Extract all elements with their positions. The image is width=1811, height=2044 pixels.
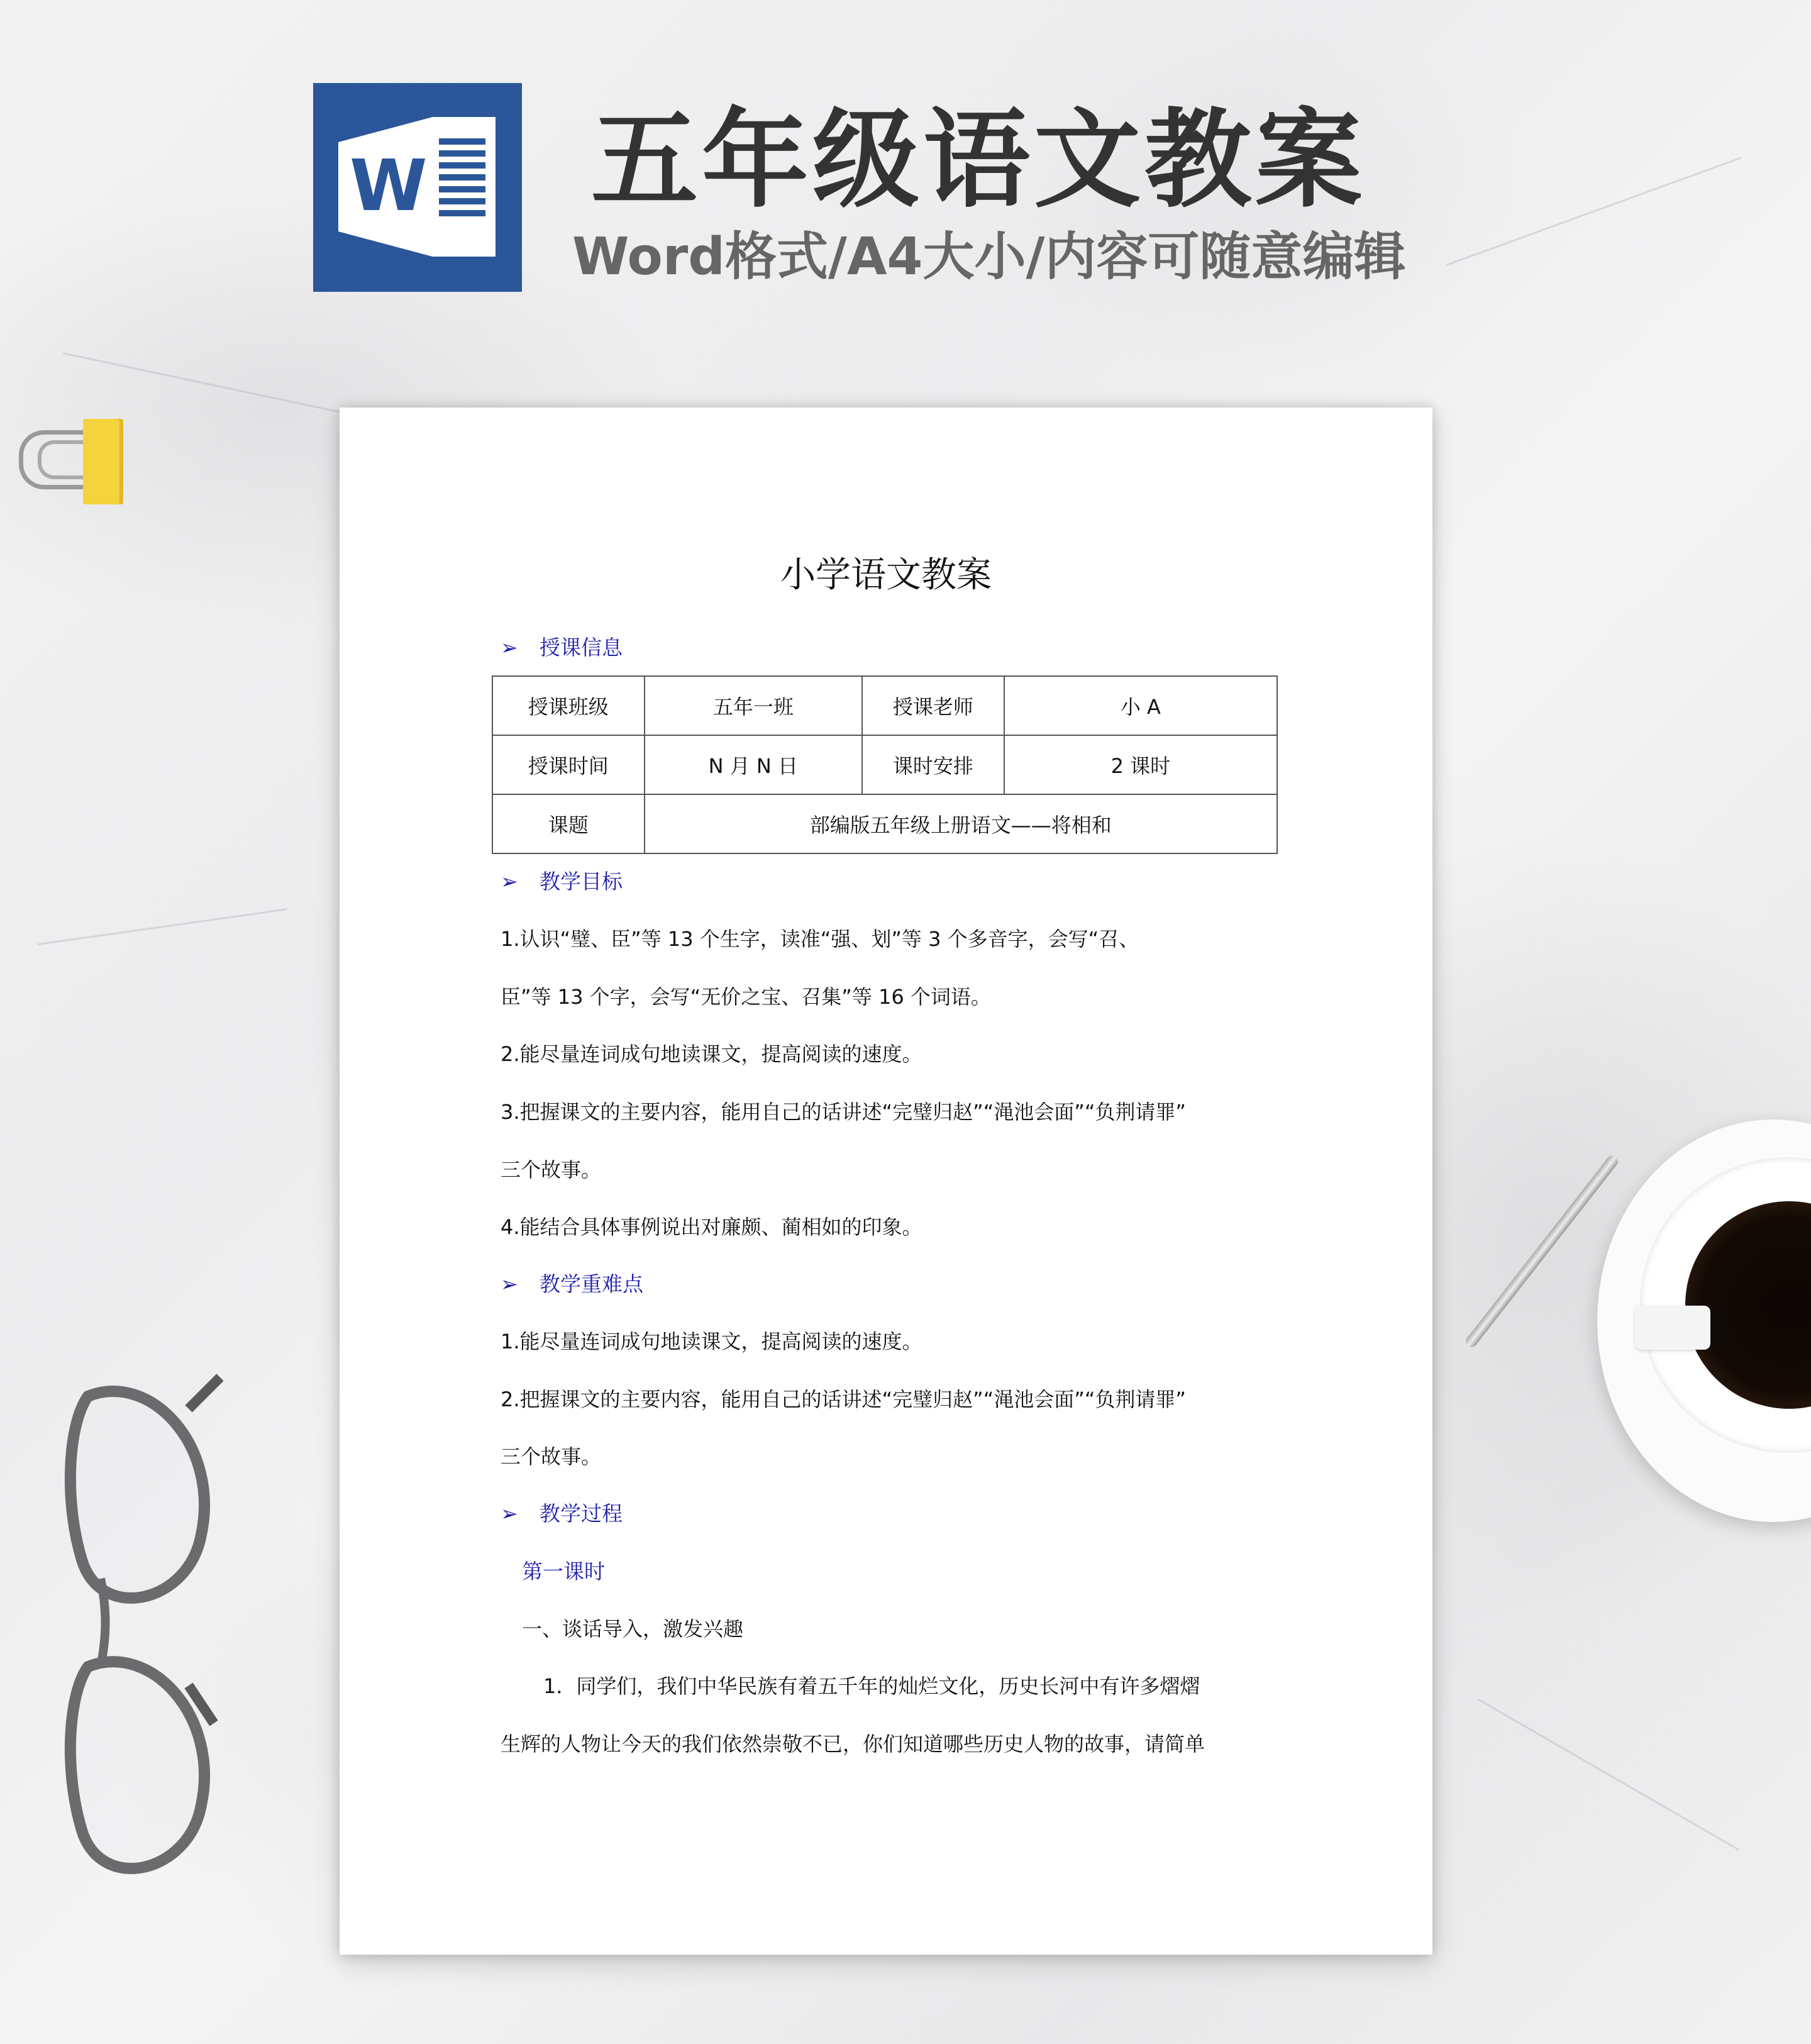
goal-line: 3.把握课文的主要内容，能用自己的话讲述“完璧归赵”“渑池会面”“负荆请罪” [501,1100,1187,1124]
table-row [492,735,1277,794]
section-heading-goals: ➢ 教学目标 [501,869,623,894]
eyeglasses-icon [63,1371,226,1887]
table-row [492,794,1277,853]
lesson-heading: 第一课时 [522,1559,605,1584]
info-table [492,675,1278,854]
table-cell: 授课老师 [862,676,1004,735]
document-page [340,408,1432,1955]
marble-vein [38,908,287,945]
word-logo-icon: W [313,83,522,292]
goal-line: 臣”等 13 个字，会写“无价之宝、召集”等 16 个词语。 [501,985,991,1009]
table-cell: 小 A [1004,676,1277,735]
page-subtitle: Word格式/A4大小/内容可随意编辑 [572,227,1406,287]
key-point-line: 1.能尽量连词成句地读课文，提高阅读的速度。 [501,1330,922,1353]
bullet-arrow-icon: ➢ [501,1501,518,1526]
bullet-arrow-icon: ➢ [501,635,518,660]
table-cell: 授课时间 [492,735,645,794]
table-cell: N 月 N 日 [645,735,862,794]
marble-vein [1446,157,1742,266]
bullet-arrow-icon: ➢ [501,869,518,894]
key-point-line: 2.把握课文的主要内容，能用自己的话讲述“完璧归赵”“渑池会面”“负荆请罪” [501,1387,1187,1411]
step-heading: 一、谈话导入，激发兴趣 [522,1617,744,1641]
table-cell: 课时安排 [862,735,1004,794]
table-row [492,676,1277,735]
goal-line: 1.认识“璧、臣”等 13 个生字，读准“强、划”等 3 个多音字，会写“召、 [501,927,1139,951]
table-cell: 五年一班 [645,676,862,735]
table-cell: 授课班级 [492,676,645,735]
table-cell: 部编版五年级上册语文——将相和 [645,794,1277,853]
bullet-arrow-icon: ➢ [501,1272,518,1296]
goal-line: 2.能尽量连词成句地读课文，提高阅读的速度。 [501,1042,922,1066]
process-line: 1．同学们，我们中华民族有着五千年的灿烂文化，历史长河中有许多熠熠 [543,1674,1200,1698]
table-cell: 课题 [492,794,645,853]
goal-line: 三个故事。 [501,1158,602,1182]
section-heading-key-points: ➢ 教学重难点 [501,1272,643,1296]
cup-handle [1635,1306,1710,1350]
marble-vein [1477,1698,1739,1851]
binder-clip-body [83,419,123,504]
section-heading-process: ➢ 教学过程 [501,1501,623,1526]
page-title: 五年级语文教案 [591,98,1366,223]
section-heading-info: ➢ 授课信息 [501,635,623,660]
process-line: 生辉的人物让今天的我们依然崇敬不已，你们知道哪些历史人物的故事，请简单 [501,1732,1205,1756]
table-cell: 2 课时 [1004,735,1277,794]
document-title: 小学语文教案 [780,555,992,596]
spoon-icon [1464,1153,1620,1349]
key-point-line: 三个故事。 [501,1445,602,1469]
goal-line: 4.能结合具体事例说出对廉颇、蔺相如的印象。 [501,1215,922,1239]
